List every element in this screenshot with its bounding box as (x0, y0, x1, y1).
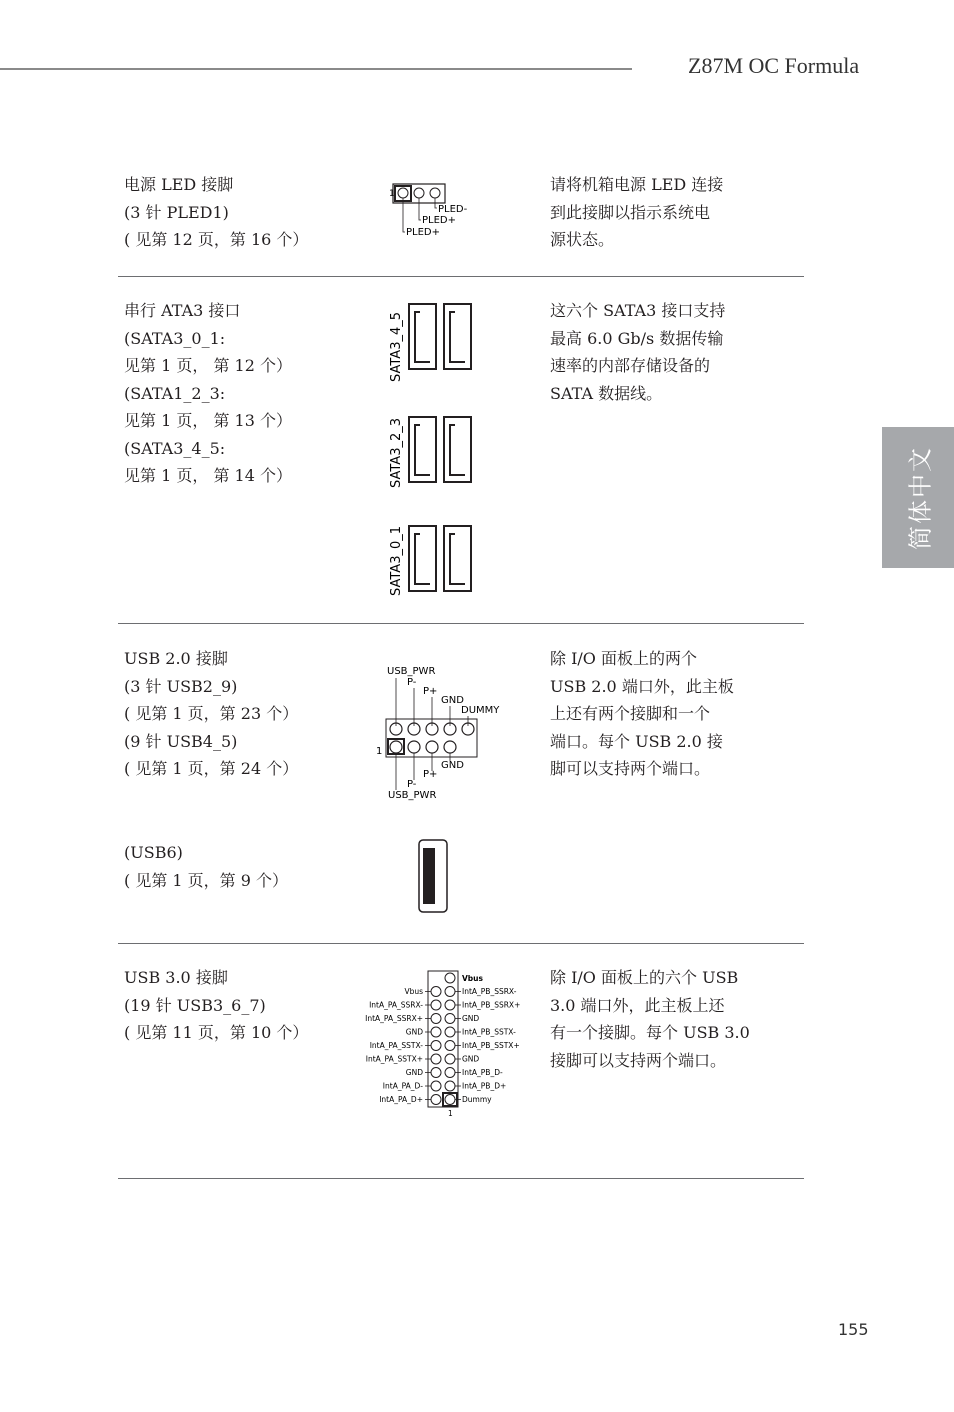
desc-line: 除 I/O 面板上的六个 USB (550, 968, 739, 987)
sata-port (409, 304, 436, 369)
desc-line: 除 I/O 面板上的两个 (550, 649, 698, 668)
pin-label: P+ (423, 769, 438, 780)
sata-connector-label: SATA3_2_3 (389, 417, 404, 488)
pin-label: P- (407, 677, 417, 688)
label-line: ( 见第 1 页，第 24 个） (124, 759, 299, 778)
section-divider (118, 623, 804, 624)
pin-label: IntA_PA_SSRX- (369, 1000, 423, 1010)
pin-label: IntA_PB_SSTX- (462, 1027, 516, 1037)
pin-label: P+ (423, 686, 438, 697)
sata-description (550, 297, 725, 407)
pin1-marker: 1 (376, 746, 383, 757)
port-tongue (423, 848, 435, 904)
usb6-label (124, 839, 288, 894)
desc-line: USB 2.0 端口外，此主板 (550, 676, 734, 696)
pin-label: P- (407, 779, 417, 790)
label-line: ( 见第 11 页，第 10 个） (124, 1023, 309, 1042)
desc-line: SATA 数据线。 (550, 383, 663, 403)
pin (444, 741, 456, 753)
pin-label: GND (441, 695, 464, 706)
pin (390, 741, 402, 753)
pin-label: IntA_PB_SSRX+ (462, 1000, 521, 1010)
language-side-tab (882, 427, 954, 568)
label-line: (9 针 USB4_5) (124, 731, 238, 751)
sata-label (124, 297, 292, 490)
pin (398, 188, 408, 198)
pin-label: PLED+ (406, 227, 440, 238)
pin-label: GND (441, 760, 464, 771)
label-line: 见第 1 页， 第 12 个） (124, 356, 292, 375)
label-line: (3 针 USB2_9) (124, 676, 238, 696)
label-line: 串行 ATA3 接口 (124, 301, 241, 320)
label-line: (USB6) (124, 843, 183, 862)
desc-line: 到此接脚以指示系统电 (550, 202, 711, 222)
label-line: ( 见第 1 页，第 9 个） (124, 870, 289, 890)
pin-label: IntA_PA_SSRX+ (365, 1014, 423, 1023)
desc-line: 最高 6.0 Gb/s 数据传输 (550, 328, 724, 348)
pin-label: USB_PWR (388, 790, 437, 801)
label-line: (19 针 USB3_6_7) (124, 995, 266, 1015)
pin-label: IntA_PB_SSRX- (462, 987, 517, 996)
label-line: USB 2.0 接脚 (124, 649, 228, 668)
power-led-label (124, 171, 308, 254)
pin-label: Vbus (462, 974, 483, 983)
pin (430, 188, 440, 198)
sata-port (409, 417, 436, 482)
pin-label: IntA_PB_D- (462, 1068, 503, 1077)
pin-label: IntA_PA_D- (382, 1081, 423, 1091)
sata-port (409, 526, 436, 591)
label-line: ( 见第 12 页，第 16 个） (124, 230, 309, 249)
pin (426, 741, 438, 753)
label-line: (SATA3_0_1: (124, 328, 226, 348)
pin-column-right (443, 973, 457, 1106)
desc-line: 脚可以支持两个端口。 (550, 759, 711, 778)
desc-line: 端口。每个 USB 2.0 接 (550, 731, 723, 751)
section-divider (118, 276, 804, 277)
pin1-marker: 1 (448, 1109, 453, 1118)
pin-label: GND (405, 1027, 423, 1037)
section-divider (118, 1178, 804, 1179)
header-rule (0, 68, 632, 70)
pin-label: IntA_PB_SSTX+ (462, 1041, 520, 1050)
label-line: (SATA3_4_5: (124, 438, 226, 458)
pin-label: DUMMY (461, 705, 500, 716)
label-line: (SATA1_2_3: (124, 383, 226, 403)
usb2-label (124, 645, 298, 783)
desc-line: 源状态。 (550, 230, 615, 249)
page-number: 155 (838, 1320, 869, 1339)
label-line: 电源 LED 接脚 (124, 175, 234, 194)
pin (408, 741, 420, 753)
side-tab-label: 简体中文 (906, 445, 935, 550)
connector-outline (428, 971, 458, 1107)
sata-port (444, 304, 471, 369)
usb2-description (550, 645, 734, 783)
pin-label: IntA_PB_D+ (462, 1081, 507, 1091)
header-title: Z87M OC Formula (688, 53, 860, 78)
power-led-description (550, 171, 723, 254)
pin-label: PLED+ (422, 215, 456, 226)
sata-connector-label: SATA3_4_5 (389, 311, 404, 382)
label-line: (3 针 PLED1) (124, 202, 229, 222)
label-line: USB 3.0 接脚 (124, 968, 228, 987)
usb-type-a-port-diagram (415, 836, 455, 916)
usb3-label (124, 964, 308, 1047)
sata-port (444, 526, 471, 591)
usb3-description (550, 964, 750, 1074)
desc-line: 有一个接脚。每个 USB 3.0 (550, 1023, 750, 1042)
power-led-header-diagram (385, 180, 485, 242)
pin-label: USB_PWR (387, 666, 436, 677)
pin-label: GND (405, 1068, 423, 1077)
desc-line: 3.0 端口外，此主板上还 (550, 995, 725, 1015)
label-line: ( 见第 1 页，第 23 个） (124, 704, 299, 723)
sata-port (444, 417, 471, 482)
pin-label: IntA_PA_SSTX- (369, 1041, 423, 1050)
pin-label: IntA_PA_D+ (379, 1095, 423, 1104)
sata-connectors-diagram (380, 298, 490, 603)
sata-connector-label: SATA3_0_1 (389, 525, 404, 596)
pin-label: GND (462, 1054, 480, 1064)
usb3-header-diagram (355, 968, 535, 1120)
pin1-marker: 1 (389, 189, 395, 199)
pin-label: Dummy (462, 1095, 492, 1104)
desc-line: 接脚可以支持两个端口。 (550, 1050, 727, 1070)
desc-line: 速率的内部存储设备的 (550, 356, 711, 375)
pin-label: Vbus (404, 987, 423, 996)
pin (414, 188, 424, 198)
desc-line: 请将机箱电源 LED 连接 (550, 175, 724, 194)
desc-line: 这六个 SATA3 接口支持 (550, 301, 726, 320)
label-line: 见第 1 页， 第 13 个） (124, 411, 292, 430)
desc-line: 上还有两个接脚和一个 (550, 704, 711, 723)
usb2-header-diagram (372, 660, 512, 805)
pin-label: IntA_PA_SSTX+ (365, 1054, 423, 1064)
section-divider (118, 943, 804, 944)
pin-label: PLED- (438, 204, 468, 215)
pin-label: GND (462, 1014, 480, 1023)
label-line: 见第 1 页， 第 14 个） (124, 466, 292, 485)
pin-column-left (431, 987, 441, 1105)
